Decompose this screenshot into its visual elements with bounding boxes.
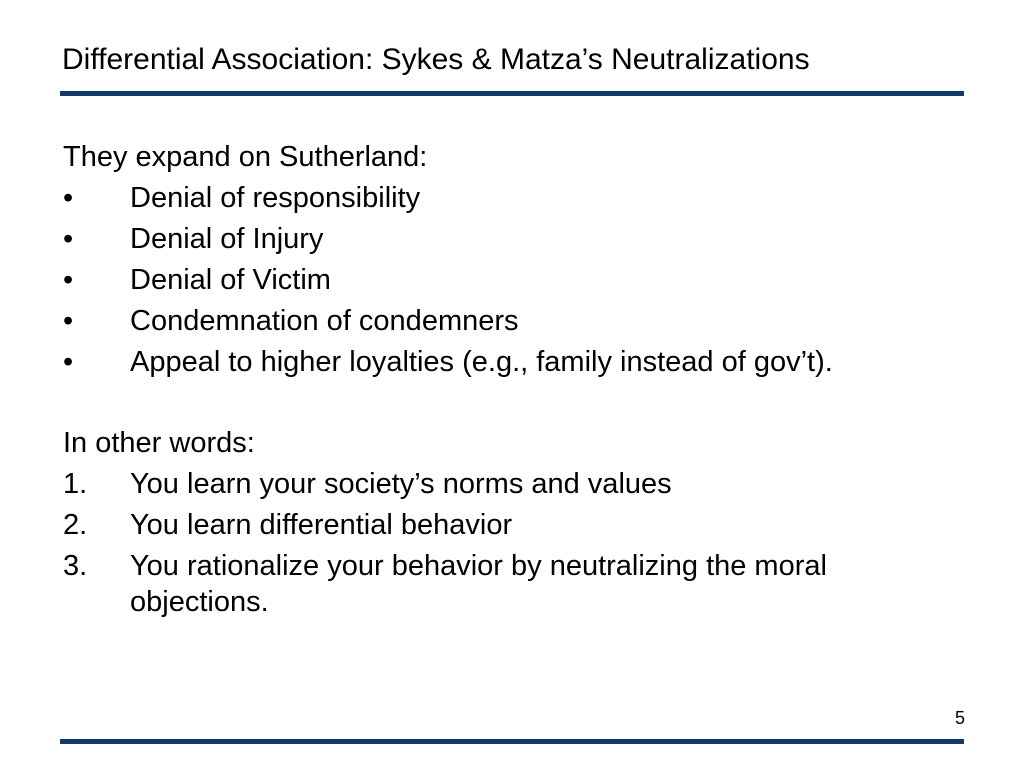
item-number: 2. xyxy=(63,509,88,541)
footer-divider xyxy=(60,739,964,744)
item-number: 1. xyxy=(63,468,88,500)
intro-text: They expand on Sutherland: xyxy=(63,141,428,173)
bullet-item xyxy=(63,260,973,301)
numbered-item xyxy=(63,464,973,505)
slide-title: Differential Association: Sykes & Matza’s Neutralizations xyxy=(62,43,810,76)
bullet-text: Denial of Injury xyxy=(130,223,324,255)
numbered-list xyxy=(63,464,973,623)
numbered-text: You learn differential behavior xyxy=(130,509,513,541)
numbered-text: You rationalize your behavior by neutralizing the moral objections. xyxy=(130,550,827,618)
numbered-item xyxy=(63,546,973,623)
bullet-item xyxy=(63,219,973,260)
item-number: 3. xyxy=(63,550,88,582)
bullet-text: Appeal to higher loyalties (e.g., family instead of gov’t). xyxy=(130,346,833,378)
bullet-marker: • xyxy=(63,264,74,296)
numbered-text: You learn your society’s norms and values xyxy=(130,468,672,500)
bullet-marker: • xyxy=(63,223,74,255)
slide-body xyxy=(63,137,973,623)
bullet-marker: • xyxy=(63,305,74,337)
title-divider xyxy=(60,91,964,96)
bullet-marker: • xyxy=(63,346,74,378)
bullet-item xyxy=(63,178,973,219)
bullet-item xyxy=(63,301,973,342)
summary-intro-text: In other words: xyxy=(63,427,255,459)
bullet-item xyxy=(63,342,973,383)
bullet-text: Denial of responsibility xyxy=(130,182,421,214)
section-spacer xyxy=(63,383,973,423)
bullet-marker: • xyxy=(63,182,74,214)
bullet-text: Condemnation of condemners xyxy=(130,305,519,337)
bullet-text: Denial of Victim xyxy=(130,264,331,296)
bullet-list xyxy=(63,178,973,383)
numbered-item xyxy=(63,505,973,546)
page-number: 5 xyxy=(954,708,965,728)
